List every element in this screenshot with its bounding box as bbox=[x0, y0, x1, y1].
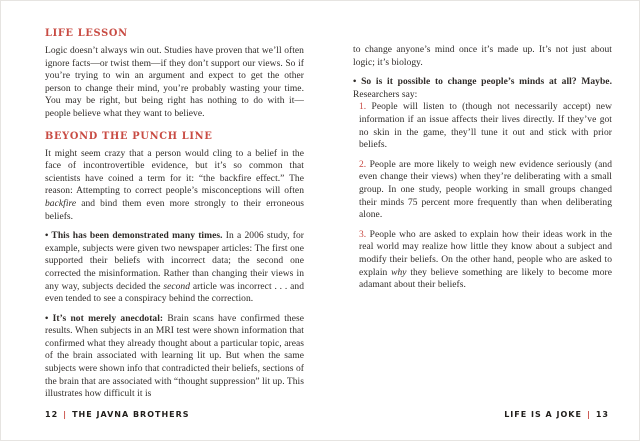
paragraph: • So is it possible to change people’s minds at all? Maybe. Researchers say: bbox=[353, 77, 612, 100]
paragraph: to change anyone’s mind once it’s made up. It’s not just about logic; it’s biology. bbox=[353, 45, 612, 68]
numbered-item: 1. People will listen to (though not necessarily accept) new information if an issue affects their lives directly. If they’ve got no skin in the game, they’ll tune it out and stick with prior beliefs. bbox=[359, 102, 612, 151]
section-heading: LIFE LESSON bbox=[45, 28, 128, 39]
section-heading: BEYOND THE PUNCH LINE bbox=[45, 130, 213, 142]
paragraph: • It’s not merely anecdotal: Brain scans have confirmed these results. When subjects in an MRI test were shown information that confirmed what they already thought about a particular topic, areas of the brain associated with learning lit up. But when the same subjects were shown info that contradicted their beliefs, sections of the brain that are associated with “thought suppression” lit up. This illustrates how difficult it is bbox=[45, 313, 304, 400]
page-number-right: 13 bbox=[595, 410, 609, 419]
item-number: 3. bbox=[359, 229, 370, 240]
paragraph: • This has been demonstrated many times. In a 2006 study, for example, subjects were given two newspaper articles: The first one supported their beliefs with incorrect data; the second one corrected the misinformation. Rather than changing their views in any way, subjects decided the second article was incorrect . . . and even tended to see a conspiracy behind the correction. bbox=[45, 231, 304, 305]
item-number: 2. bbox=[359, 159, 370, 170]
page-right-content bbox=[353, 44, 612, 292]
paragraph: It might seem crazy that a person would cling to a belief in the face of incontrovertible evidence, but it’s so common that scientists have coined a term for it: “the backfire effect.” The reason: Attempting to correct people’s misconceptions will often backfire and bind them even more strongly to their erroneous beliefs. bbox=[45, 148, 304, 222]
paragraph: Logic doesn’t always win out. Studies have proven that we’ll often ignore facts—or twist them—if they don’t support our views. So if you’re trying to win an argument and expect to get the other person to change their mind, you’re probably wasting your time. You may be right, but being right has nothing to do with it—people believe what they want to believe. bbox=[45, 46, 304, 119]
item-number: 1. bbox=[359, 102, 372, 113]
numbered-item: 2. People are more likely to weigh new evidence seriously (and even change their views) when they’re deliberating with a small group. In one study, people working in small groups changed their minds 75 percent more frequently than when deliberating alone. bbox=[359, 159, 612, 221]
numbered-item: 3. People who are asked to explain how their ideas work in the real world may realize how little they know about a subject and modify their beliefs. On the other hand, people who are asked to explain why they believe something are likely to become more adamant about their beliefs. bbox=[359, 229, 612, 291]
page-left-footer bbox=[45, 410, 190, 419]
page-right-footer bbox=[504, 410, 609, 419]
footer-separator-right: | bbox=[586, 410, 591, 419]
footer-book-title: LIFE IS A JOKE bbox=[504, 410, 582, 419]
page-number-left: 12 bbox=[45, 410, 59, 419]
footer-separator-left: | bbox=[63, 410, 68, 419]
footer-book-author: THE JAVNA BROTHERS bbox=[72, 410, 190, 419]
page-left-content bbox=[45, 28, 304, 401]
